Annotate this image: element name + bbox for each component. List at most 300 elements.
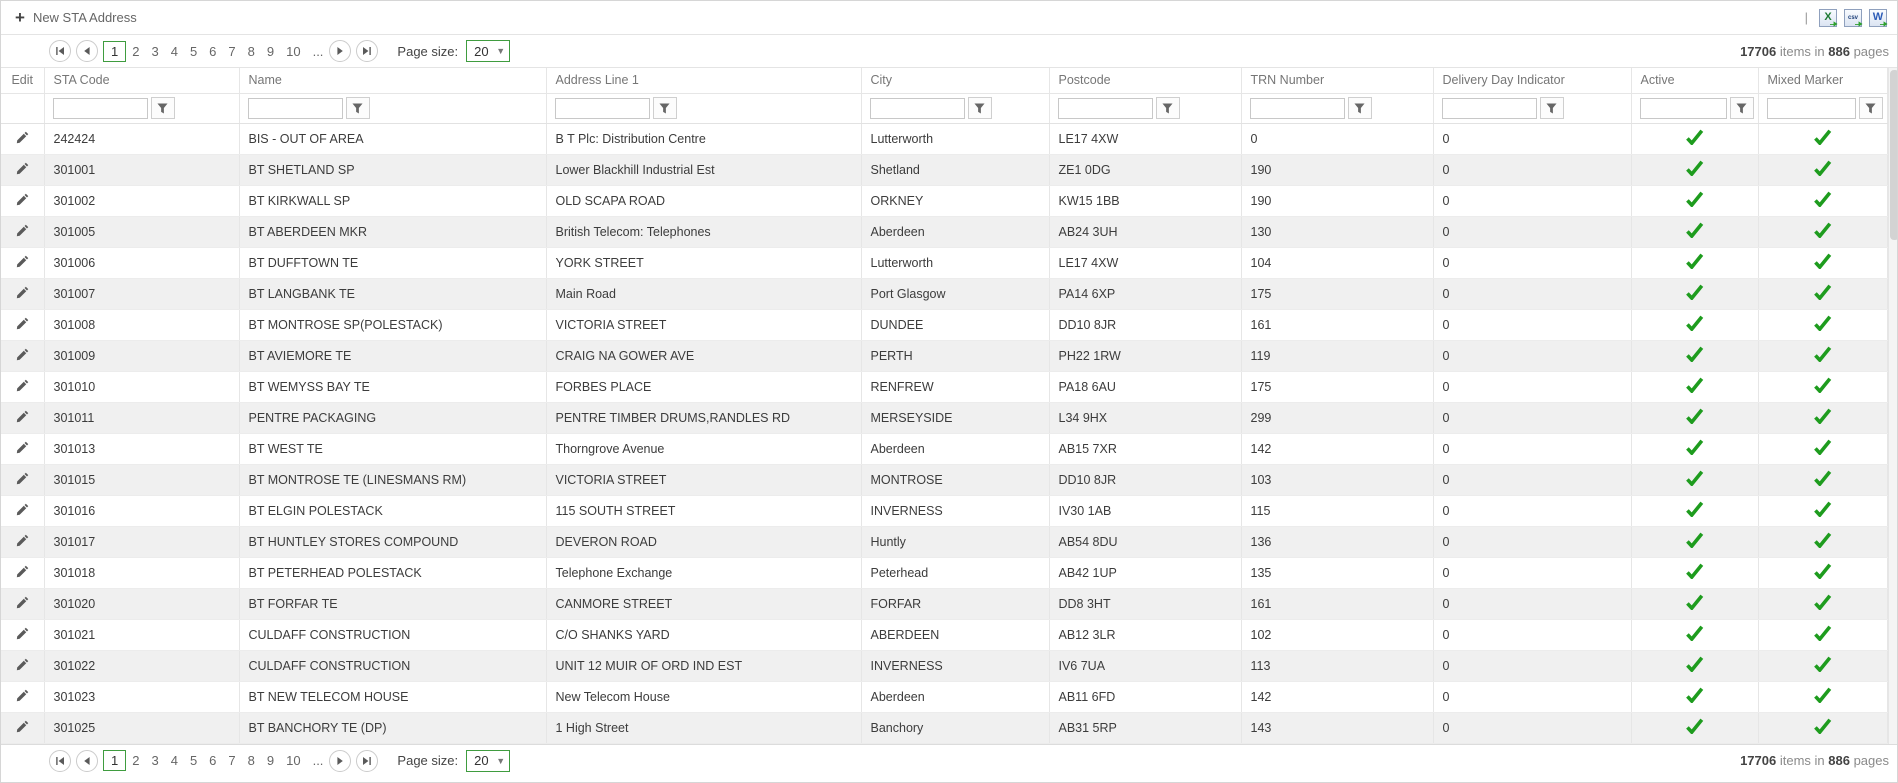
- cell-postcode: DD10 8JR: [1049, 464, 1241, 495]
- cell-name: BT ELGIN POLESTACK: [239, 495, 546, 526]
- cell-sta-code: 301009: [44, 340, 239, 371]
- filter-button-trn-number[interactable]: [1348, 97, 1372, 119]
- cell-sta-code: 301018: [44, 557, 239, 588]
- edit-pencil-icon[interactable]: [16, 658, 29, 671]
- cell-delivery-day-indicator: 0: [1433, 588, 1631, 619]
- first-page-button[interactable]: [49, 40, 71, 62]
- cell-name: BT SHETLAND SP: [239, 154, 546, 185]
- first-page-icon: [55, 46, 65, 56]
- edit-pencil-icon[interactable]: [16, 224, 29, 237]
- mixed-marker-check-icon: [1813, 718, 1832, 734]
- cell-delivery-day-indicator: 0: [1433, 681, 1631, 712]
- filter-input-city[interactable]: [870, 98, 965, 119]
- filter-cell-edit: [1, 93, 44, 123]
- prev-page-icon: [82, 756, 92, 766]
- active-check-icon: [1685, 718, 1704, 734]
- edit-pencil-icon[interactable]: [16, 348, 29, 361]
- word-export-button[interactable]: [1869, 9, 1887, 27]
- cell-city: ABERDEEN: [861, 619, 1049, 650]
- edit-pencil-icon[interactable]: [16, 689, 29, 702]
- filter-button-city[interactable]: [968, 97, 992, 119]
- cell-city: Aberdeen: [861, 216, 1049, 247]
- pager-page-4[interactable]: 4: [170, 753, 178, 768]
- csv-export-button[interactable]: [1844, 9, 1862, 27]
- cell-mixed-marker: [1758, 278, 1887, 309]
- pager-page-9[interactable]: 9: [266, 43, 275, 59]
- cell-trn-number: 104: [1241, 247, 1433, 278]
- page-size-label: Page size:: [397, 753, 459, 768]
- bottom-pager: [1, 744, 1897, 777]
- cell-sta-code: 301020: [44, 588, 239, 619]
- column-header-trn-number[interactable]: TRN Number: [1241, 68, 1433, 93]
- last-page-button[interactable]: [356, 750, 378, 772]
- cell-city: ORKNEY: [861, 185, 1049, 216]
- cell-delivery-day-indicator: 0: [1433, 216, 1631, 247]
- export-group: [1805, 9, 1887, 27]
- pager-page-2[interactable]: 2: [132, 43, 140, 59]
- cell-active: [1631, 557, 1758, 588]
- table-row: [1, 247, 1887, 278]
- cell-name: BT DUFFTOWN TE: [239, 247, 546, 278]
- cell-mixed-marker: [1758, 495, 1887, 526]
- mixed-marker-check-icon: [1813, 656, 1832, 672]
- active-check-icon: [1685, 253, 1704, 269]
- mixed-marker-check-icon: [1813, 129, 1832, 145]
- table-row: [1, 216, 1887, 247]
- mixed-marker-check-icon: [1813, 687, 1832, 703]
- cell-sta-code: 301015: [44, 464, 239, 495]
- table-row: [1, 495, 1887, 526]
- cell-delivery-day-indicator: 0: [1433, 712, 1631, 743]
- pager-page-6[interactable]: 6: [209, 753, 217, 768]
- cell-postcode: ZE1 0DG: [1049, 154, 1241, 185]
- cell-address-line-1: Thorngrove Avenue: [546, 433, 861, 464]
- cell-trn-number: 142: [1241, 681, 1433, 712]
- active-check-icon: [1685, 377, 1704, 393]
- mixed-marker-check-icon: [1813, 532, 1832, 548]
- cell-sta-code: 301001: [44, 154, 239, 185]
- active-check-icon: [1685, 439, 1704, 455]
- column-header-active[interactable]: Active: [1631, 68, 1758, 93]
- cell-delivery-day-indicator: 0: [1433, 278, 1631, 309]
- edit-cell: [1, 526, 44, 557]
- filter-input-name[interactable]: [248, 98, 343, 119]
- cell-delivery-day-indicator: 0: [1433, 526, 1631, 557]
- active-check-icon: [1685, 191, 1704, 207]
- cell-address-line-1: B T Plc: Distribution Centre: [546, 123, 861, 154]
- cell-trn-number: 190: [1241, 185, 1433, 216]
- cell-postcode: AB12 3LR: [1049, 619, 1241, 650]
- cell-trn-number: 161: [1241, 309, 1433, 340]
- cell-name: BT WEST TE: [239, 433, 546, 464]
- table-row: [1, 340, 1887, 371]
- cell-address-line-1: FORBES PLACE: [546, 371, 861, 402]
- active-check-icon: [1685, 625, 1704, 641]
- table-row: [1, 433, 1887, 464]
- funnel-icon: [974, 103, 985, 114]
- new-sta-address-button[interactable]: [15, 9, 137, 26]
- cell-active: [1631, 681, 1758, 712]
- cell-name: BT PETERHEAD POLESTACK: [239, 557, 546, 588]
- cell-postcode: DD10 8JR: [1049, 309, 1241, 340]
- cell-mixed-marker: [1758, 371, 1887, 402]
- filter-input-address-line-1[interactable]: [555, 98, 650, 119]
- cell-postcode: KW15 1BB: [1049, 185, 1241, 216]
- active-check-icon: [1685, 532, 1704, 548]
- pager-page-5[interactable]: 5: [189, 753, 198, 768]
- table-row: [1, 712, 1887, 743]
- cell-city: Lutterworth: [861, 247, 1049, 278]
- page-size-select[interactable]: [466, 750, 510, 772]
- filter-button-mixed-marker[interactable]: [1859, 97, 1883, 119]
- plus-icon: +: [15, 8, 25, 27]
- cell-active: [1631, 154, 1758, 185]
- mixed-marker-check-icon: [1813, 222, 1832, 238]
- table-row: [1, 464, 1887, 495]
- cell-active: [1631, 309, 1758, 340]
- cell-name: BT LANGBANK TE: [239, 278, 546, 309]
- filter-button-postcode[interactable]: [1156, 97, 1180, 119]
- cell-postcode: PH22 1RW: [1049, 340, 1241, 371]
- cell-postcode: DD8 3HT: [1049, 588, 1241, 619]
- cell-active: [1631, 433, 1758, 464]
- pager-page-1[interactable]: 1: [103, 41, 126, 62]
- pager-page-2[interactable]: 2: [132, 753, 140, 768]
- export-arrow-icon: [1855, 20, 1863, 28]
- page-size-label: Page size:: [397, 43, 459, 59]
- cell-address-line-1: YORK STREET: [546, 247, 861, 278]
- cell-sta-code: 301013: [44, 433, 239, 464]
- edit-cell: [1, 154, 44, 185]
- edit-pencil-icon[interactable]: [16, 503, 29, 516]
- edit-cell: [1, 464, 44, 495]
- cell-city: Shetland: [861, 154, 1049, 185]
- edit-cell: [1, 495, 44, 526]
- cell-delivery-day-indicator: 0: [1433, 619, 1631, 650]
- page-size-value: 20: [474, 753, 489, 768]
- cell-name: BT MONTROSE TE (LINESMANS RM): [239, 464, 546, 495]
- cell-sta-code: 301021: [44, 619, 239, 650]
- cell-mixed-marker: [1758, 154, 1887, 185]
- cell-sta-code: 301011: [44, 402, 239, 433]
- edit-pencil-icon[interactable]: [16, 255, 29, 268]
- cell-name: PENTRE PACKAGING: [239, 402, 546, 433]
- cell-trn-number: 299: [1241, 402, 1433, 433]
- edit-pencil-icon[interactable]: [16, 565, 29, 578]
- cell-mixed-marker: [1758, 185, 1887, 216]
- cell-active: [1631, 340, 1758, 371]
- cell-mixed-marker: [1758, 247, 1887, 278]
- cell-city: Peterhead: [861, 557, 1049, 588]
- cell-name: BIS - OUT OF AREA: [239, 123, 546, 154]
- edit-cell: [1, 123, 44, 154]
- cell-sta-code: 301022: [44, 650, 239, 681]
- table-row: [1, 650, 1887, 681]
- items-count: 17706: [1740, 753, 1777, 768]
- prev-page-icon: [82, 46, 92, 56]
- cell-address-line-1: 115 SOUTH STREET: [546, 495, 861, 526]
- pager-more[interactable]: ...: [312, 43, 324, 59]
- pager-page-5[interactable]: 5: [189, 43, 198, 59]
- edit-pencil-icon[interactable]: [16, 720, 29, 733]
- funnel-icon: [1162, 103, 1173, 114]
- cell-mixed-marker: [1758, 309, 1887, 340]
- edit-pencil-icon[interactable]: [16, 472, 29, 485]
- pager-page-8[interactable]: 8: [247, 753, 255, 768]
- cell-address-line-1: VICTORIA STREET: [546, 464, 861, 495]
- next-page-button[interactable]: [329, 40, 351, 62]
- pager-page-3[interactable]: 3: [151, 43, 159, 59]
- funnel-icon: [1865, 103, 1876, 114]
- column-header-sta-code[interactable]: STA Code: [44, 68, 239, 93]
- header-row: [1, 68, 1887, 93]
- cell-city: INVERNESS: [861, 495, 1049, 526]
- cell-mixed-marker: [1758, 588, 1887, 619]
- pager-page-3[interactable]: 3: [151, 753, 159, 768]
- pager-page-6[interactable]: 6: [209, 43, 217, 59]
- active-check-icon: [1685, 408, 1704, 424]
- cell-city: Port Glasgow: [861, 278, 1049, 309]
- cell-delivery-day-indicator: 0: [1433, 309, 1631, 340]
- column-header-city[interactable]: City: [861, 68, 1049, 93]
- mixed-marker-check-icon: [1813, 346, 1832, 362]
- prev-page-button[interactable]: [76, 750, 98, 772]
- edit-pencil-icon[interactable]: [16, 596, 29, 609]
- vertical-scrollbar[interactable]: [1888, 68, 1898, 744]
- cell-postcode: AB11 6FD: [1049, 681, 1241, 712]
- cell-mixed-marker: [1758, 557, 1887, 588]
- cell-city: Huntly: [861, 526, 1049, 557]
- active-check-icon: [1685, 222, 1704, 238]
- cell-address-line-1: New Telecom House: [546, 681, 861, 712]
- cell-postcode: AB15 7XR: [1049, 433, 1241, 464]
- filter-input-active[interactable]: [1640, 98, 1727, 119]
- cell-postcode: IV6 7UA: [1049, 650, 1241, 681]
- cell-sta-code: 301016: [44, 495, 239, 526]
- cell-trn-number: 130: [1241, 216, 1433, 247]
- cell-city: DUNDEE: [861, 309, 1049, 340]
- pager-more[interactable]: ...: [312, 753, 324, 768]
- mixed-marker-check-icon: [1813, 315, 1832, 331]
- cell-trn-number: 102: [1241, 619, 1433, 650]
- items-count: 17706: [1740, 43, 1777, 59]
- column-header-address-line-1[interactable]: Address Line 1: [546, 68, 861, 93]
- cell-address-line-1: DEVERON ROAD: [546, 526, 861, 557]
- cell-delivery-day-indicator: 0: [1433, 154, 1631, 185]
- cell-delivery-day-indicator: 0: [1433, 433, 1631, 464]
- cell-active: [1631, 185, 1758, 216]
- cell-address-line-1: C/O SHANKS YARD: [546, 619, 861, 650]
- filter-input-postcode[interactable]: [1058, 98, 1153, 119]
- cell-active: [1631, 619, 1758, 650]
- cell-trn-number: 103: [1241, 464, 1433, 495]
- table-row: [1, 402, 1887, 433]
- cell-address-line-1: British Telecom: Telephones: [546, 216, 861, 247]
- cell-postcode: AB31 5RP: [1049, 712, 1241, 743]
- active-check-icon: [1685, 315, 1704, 331]
- filter-button-sta-code[interactable]: [151, 97, 175, 119]
- pager-page-10[interactable]: 10: [286, 43, 301, 59]
- sta-address-table: [1, 68, 1888, 744]
- cell-sta-code: 242424: [44, 123, 239, 154]
- cell-name: BT AVIEMORE TE: [239, 340, 546, 371]
- edit-pencil-icon[interactable]: [16, 317, 29, 330]
- toolbar-separator: |: [1804, 10, 1808, 25]
- cell-name: BT WEMYSS BAY TE: [239, 371, 546, 402]
- cell-mixed-marker: [1758, 712, 1887, 743]
- filter-button-delivery-day-indicator[interactable]: [1540, 97, 1564, 119]
- pager-page-10[interactable]: 10: [286, 753, 301, 768]
- first-page-button[interactable]: [49, 750, 71, 772]
- edit-cell: [1, 402, 44, 433]
- pages-count: 886: [1828, 43, 1850, 59]
- filter-input-sta-code[interactable]: [53, 98, 148, 119]
- cell-address-line-1: OLD SCAPA ROAD: [546, 185, 861, 216]
- filter-row: [1, 93, 1887, 123]
- last-page-button[interactable]: [356, 40, 378, 62]
- cell-city: Aberdeen: [861, 681, 1049, 712]
- filter-input-trn-number[interactable]: [1250, 98, 1345, 119]
- mixed-marker-check-icon: [1813, 191, 1832, 207]
- cell-active: [1631, 371, 1758, 402]
- edit-pencil-icon[interactable]: [16, 534, 29, 547]
- cell-name: BT KIRKWALL SP: [239, 185, 546, 216]
- cell-trn-number: 0: [1241, 123, 1433, 154]
- edit-cell: [1, 185, 44, 216]
- column-header-delivery-day-indicator[interactable]: Delivery Day Indicator: [1433, 68, 1631, 93]
- funnel-icon: [352, 103, 363, 114]
- table-row: [1, 123, 1887, 154]
- cell-address-line-1: PENTRE TIMBER DRUMS,RANDLES RD: [546, 402, 861, 433]
- column-header-mixed-marker[interactable]: Mixed Marker: [1758, 68, 1887, 93]
- cell-name: BT ABERDEEN MKR: [239, 216, 546, 247]
- cell-postcode: LE17 4XW: [1049, 123, 1241, 154]
- page-size-select[interactable]: [466, 40, 510, 62]
- mixed-marker-check-icon: [1813, 625, 1832, 641]
- cell-postcode: AB24 3UH: [1049, 216, 1241, 247]
- prev-page-button[interactable]: [76, 40, 98, 62]
- mixed-marker-check-icon: [1813, 594, 1832, 610]
- grid-body: [1, 123, 1887, 743]
- next-page-icon: [335, 756, 345, 766]
- cell-postcode: PA14 6XP: [1049, 278, 1241, 309]
- edit-pencil-icon[interactable]: [16, 286, 29, 299]
- filter-input-delivery-day-indicator[interactable]: [1442, 98, 1537, 119]
- mixed-marker-check-icon: [1813, 501, 1832, 517]
- cell-sta-code: 301007: [44, 278, 239, 309]
- filter-button-address-line-1[interactable]: [653, 97, 677, 119]
- cell-address-line-1: 1 High Street: [546, 712, 861, 743]
- cell-active: [1631, 278, 1758, 309]
- filter-button-active[interactable]: [1730, 97, 1754, 119]
- table-row: [1, 371, 1887, 402]
- mixed-marker-check-icon: [1813, 470, 1832, 486]
- edit-pencil-icon[interactable]: [16, 379, 29, 392]
- cell-sta-code: 301008: [44, 309, 239, 340]
- new-sta-address-label: New STA Address: [32, 10, 137, 25]
- cell-postcode: LE17 4XW: [1049, 247, 1241, 278]
- cell-active: [1631, 495, 1758, 526]
- pager-controls: [49, 40, 510, 62]
- cell-delivery-day-indicator: 0: [1433, 247, 1631, 278]
- cell-active: [1631, 216, 1758, 247]
- next-page-button[interactable]: [329, 750, 351, 772]
- edit-pencil-icon[interactable]: [16, 410, 29, 423]
- table-row: [1, 278, 1887, 309]
- cell-trn-number: 175: [1241, 278, 1433, 309]
- edit-pencil-icon[interactable]: [16, 162, 29, 175]
- column-header-edit: Edit: [1, 68, 44, 93]
- pager-page-9[interactable]: 9: [266, 753, 275, 768]
- active-check-icon: [1685, 284, 1704, 300]
- filter-input-mixed-marker[interactable]: [1767, 98, 1856, 119]
- cell-address-line-1: Main Road: [546, 278, 861, 309]
- cell-city: FORFAR: [861, 588, 1049, 619]
- excel-export-icon: X: [1824, 11, 1832, 23]
- active-check-icon: [1685, 687, 1704, 703]
- cell-postcode: IV30 1AB: [1049, 495, 1241, 526]
- active-check-icon: [1685, 160, 1704, 176]
- pager-page-7[interactable]: 7: [228, 43, 236, 59]
- column-header-postcode[interactable]: Postcode: [1049, 68, 1241, 93]
- cell-mixed-marker: [1758, 433, 1887, 464]
- cell-mixed-marker: [1758, 650, 1887, 681]
- filter-button-name[interactable]: [346, 97, 370, 119]
- active-check-icon: [1685, 656, 1704, 672]
- pager-page-1[interactable]: 1: [103, 750, 126, 771]
- edit-pencil-icon[interactable]: [16, 131, 29, 144]
- cell-mixed-marker: [1758, 123, 1887, 154]
- cell-sta-code: 301010: [44, 371, 239, 402]
- cell-name: BT FORFAR TE: [239, 588, 546, 619]
- chevron-down-icon: ▼: [496, 46, 506, 56]
- cell-sta-code: 301002: [44, 185, 239, 216]
- first-page-icon: [55, 756, 65, 766]
- cell-trn-number: 161: [1241, 588, 1433, 619]
- mixed-marker-check-icon: [1813, 284, 1832, 300]
- edit-pencil-icon[interactable]: [16, 627, 29, 640]
- cell-mixed-marker: [1758, 340, 1887, 371]
- scrollbar-thumb[interactable]: [1890, 70, 1898, 240]
- cell-city: MERSEYSIDE: [861, 402, 1049, 433]
- cell-city: INVERNESS: [861, 650, 1049, 681]
- table-row: [1, 681, 1887, 712]
- cell-name: BT MONTROSE SP(POLESTACK): [239, 309, 546, 340]
- last-page-icon: [362, 46, 372, 56]
- pager-page-7[interactable]: 7: [228, 753, 236, 768]
- cell-trn-number: 143: [1241, 712, 1433, 743]
- pager-page-8[interactable]: 8: [247, 43, 255, 59]
- funnel-icon: [1354, 103, 1365, 114]
- active-check-icon: [1685, 501, 1704, 517]
- funnel-icon: [659, 103, 670, 114]
- cell-city: MONTROSE: [861, 464, 1049, 495]
- cell-mixed-marker: [1758, 402, 1887, 433]
- edit-pencil-icon[interactable]: [16, 441, 29, 454]
- column-header-name[interactable]: Name: [239, 68, 546, 93]
- edit-pencil-icon[interactable]: [16, 193, 29, 206]
- cell-trn-number: 142: [1241, 433, 1433, 464]
- cell-sta-code: 301006: [44, 247, 239, 278]
- edit-cell: [1, 340, 44, 371]
- active-check-icon: [1685, 129, 1704, 145]
- pager-page-4[interactable]: 4: [170, 43, 178, 59]
- cell-active: [1631, 247, 1758, 278]
- excel-export-button[interactable]: [1819, 9, 1837, 27]
- cell-name: BT NEW TELECOM HOUSE: [239, 681, 546, 712]
- grid-toolbar: [1, 1, 1897, 35]
- cell-active: [1631, 402, 1758, 433]
